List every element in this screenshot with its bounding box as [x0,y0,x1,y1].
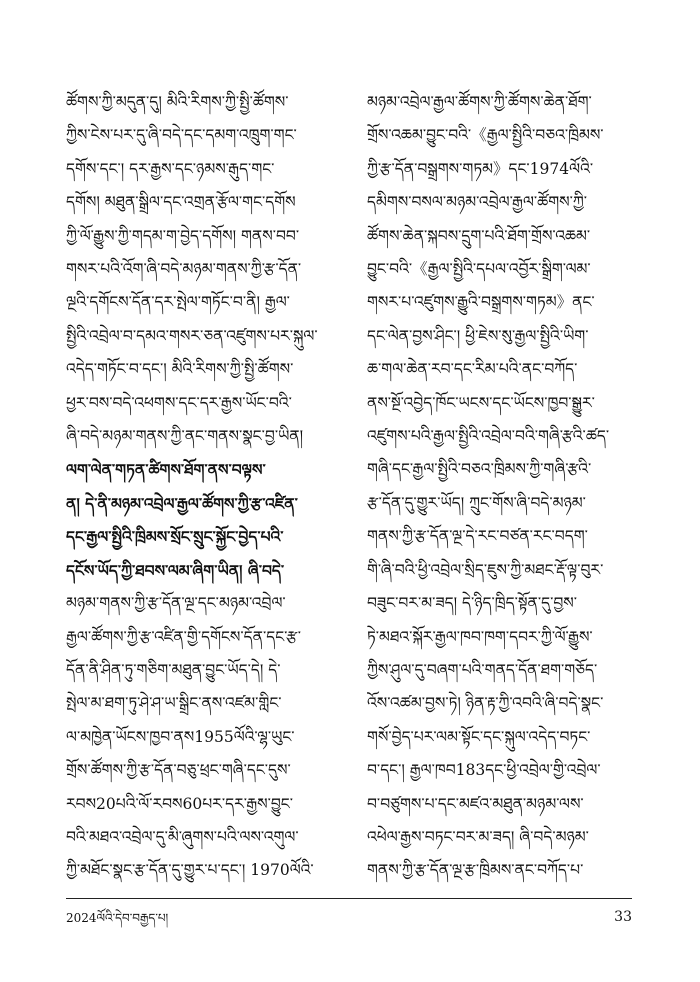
text-line: རྩ་དོན་དུ་གྱུར་ཡོད། ཀྲུང་གོས་ཞི་བདེ་མཉམ་ [367,493,586,512]
text-line: གསར་པ་འཛུགས་རྒྱུའི་བསྒྲགས་གཏམ》ནང་ [367,293,595,312]
text-line: རྒྱལ་ཚོགས་ཀྱི་རྩ་འཛིན་གྱི་དགོངས་དོན་དང་རྩ་ [66,627,302,646]
text-line: ཀྱི་མཐོང་སྣང་རྩ་དོན་དུ་གྱུར་པ་དང་། 1970ལོའི་ [66,861,314,880]
text-line: དང་ལེན་བྱས་ཤིང་། ཕྱི་ཇེས་སུ་རྒྱལ་སྤྱིའི་ཡིག་ [367,326,589,345]
text-line: བ་དང་། རྒྱལ་ཁབ183དང་ཕྱི་འབྲེལ་གྱི་འབྲེལ་ [367,761,601,780]
page-number: 33 [614,909,632,925]
footer-divider [66,898,632,899]
left-column [66,86,328,888]
text-line: ལ་མཁྱེན་ཡོངས་ཁྱབ་ནས1955ལོའི་ལྷ་ཡུང་ [66,727,295,746]
right-column [367,86,629,888]
text-line: གནས་ཀྱི་རྩ་དོན་ལྔ་དེ་རང་བཙན་རང་བདག་ [367,527,588,546]
text-line: དགོས། མཐུན་སྒྲིལ་དང་འགྲན་རྩོལ་གང་དགོས [66,193,296,212]
text-line: གྲོས་ཚོགས་ཀྱི་རྩ་དོན་བཅུ་ཕྲང་གཞི་དང་དུས་ [66,761,291,780]
text-line: འོས་འཚམ་བྱས་ཏེ། ཉིན་རྟ་ཀྱི་འབའི་ཞི་བདེ་སྣང་ [367,694,604,713]
text-line: འཕེལ་རྒྱས་བཏང་བར་མ་ཟད། ཞི་བདེ་མཉམ་ [367,827,589,846]
text-line: དོན་ནི་ཤིན་ཏུ་གཅིག་མཐུན་བྱུང་ཡོད་དེ། དེ་ [66,660,281,679]
text-line: འདེད་གཏོང་བ་དང་། མིའི་རིགས་ཀྱི་སྤྱི་ཚོགས་ [66,360,294,379]
text-line: ཀྱིས་ངེས་པར་དུ་ཞི་བདེ་དང་དམག་འཁྲུག་གང་ [66,126,297,145]
text-line: ཀྱི་ལོ་རྒྱུས་ཀྱི་གདམ་ག་བྱེད་དགོས། གནས་བབ་ [66,226,300,245]
text-line: དམིགས་བསལ་མཉམ་འབྲེལ་རྒྱལ་ཚོགས་ཀྱི་ [367,193,587,212]
bold-text-line: ན། དེ་ནི་མཉམ་འབྲེལ་རྒྱལ་ཚོགས་ཀྱི་རྩ་འཛིན་ [66,493,298,513]
text-line: བཟུང་བར་མ་ཟད། དེ་ཉིད་ཁྲིད་སྟོན་དུ་བྱས་ [367,594,578,613]
text-line: ནས་སྔོ་འབྱེད་ཁོང་ཡངས་དང་ཡོངས་ཁྱབ་སྒྱུར་ [367,393,595,412]
text-line: གནས་ཀྱི་རྩ་དོན་ལྔ་རྩ་ཁྲིམས་ནང་བཀོད་པ་ [367,861,584,880]
text-line: འཛུགས་པའི་རྒྱལ་སྤྱིའི་འབྲེལ་བའི་གཞི་རྩའི་ཚད་ [367,427,610,446]
text-line: གསོ་བྱེད་པར་ལམ་སྟོང་དང་སྐུལ་འདེད་བཏང་ [367,727,591,746]
text-line: གི་ཞི་བའི་ཕྱི་འབྲེལ་སྲིད་ཇུས་ཀྱི་མཐང་རྡོ་ལྟ་བུར་ [367,560,604,579]
footer-issue: 2024ལོའི་དེབ་བརྒྱད་པ། [66,911,169,925]
text-line: ཀྱིས་ཤུལ་དུ་བཞག་པའི་གནད་དོན་ཐག་གཅོད་ [367,660,598,679]
text-line: བའི་མཐའ་འབྲེལ་དུ་མི་ཞུགས་པའི་ལས་འགུལ་ [66,827,299,846]
text-line: གྲོས་འཆམ་བྱུང་བའི་《རྒྱལ་སྤྱིའི་བཅའ་ཁྲིམས་ [367,126,604,145]
bold-text-line: ལག་ལེན་གཏན་ཚིགས་ཐོག་ནས་བལྟས་ [66,460,266,480]
text-line: བྱུང་བའི་《རྒྱལ་སྤྱིའི་དཔལ་འབྱོར་སྒྲིག་ལམ་ [367,260,591,279]
text-line: ཆ་གལ་ཆེན་རབ་དང་རིམ་པའི་ནང་བཀོད་ [367,360,578,379]
bold-text-line: དང་རྒྱལ་སྤྱིའི་ཁྲིམས་སྲོང་སྲུང་སྐྱོང་བྱེད་པའི་ [66,527,284,547]
bold-text-line: དངོས་ཡོད་ཀྱི་ཐབས་ལམ་ཞིག་ཡིན། ཞི་བདེ་ [66,560,285,580]
text-line: ཚོགས་ཆེན་སྐབས་དྲུག་པའི་ཐོག་གྲོས་འཆམ་ [367,226,591,245]
text-line: ཏེ་མཐའ་སྐོར་རྒྱལ་ཁབ་ཁག་དབར་ཀྱི་ལོ་རྒྱུས་ [367,627,593,646]
text-line: གཞི་དང་རྒྱལ་སྤྱིའི་བཅའ་ཁྲིམས་ཀྱི་གཞི་རྩའི་ [367,460,592,479]
text-line: ལྔའི་དགོངས་དོན་དར་སྤེལ་གཏོང་བ་ནི། རྒྱལ་ [66,293,290,312]
text-line: སྤྱིའི་འབྲེལ་བ་དམའ་གསར་ཅན་འཛུགས་པར་སྐུལ་ [66,326,318,345]
text-line: སྤེལ་མ་ཐག་ཏུ་ཤེ་ཤ་ཡ་སྒྲིང་ནས་འཛམ་གླིང་ [66,694,282,713]
text-line: ཞི་བདེ་མཉམ་གནས་ཀྱི་ནང་གནས་སྣང་བྱ་ཡིན། [66,427,304,446]
text-line: རབས20པའི་ལོ་རབས60པར་དར་རྒྱས་བྱུང་ [66,794,293,813]
text-line: ཕྱར་བས་བདེ་འཕགས་དང་དར་རྒྱས་ཡོང་བའི་ [66,393,292,412]
text-line: མཉམ་གནས་ཀྱི་རྩ་དོན་ལྔ་དང་མཉམ་འབྲེལ་ [66,594,286,613]
text-line: བ་བཙུགས་པ་དང་མཛའ་མཐུན་མཉམ་ལས་ [367,794,584,813]
text-line: དགོས་དང་། དར་རྒྱས་དང་ཉམས་རྒུད་གང་ [66,159,275,178]
text-line: གསར་པའི་འོག་ཞི་བདེ་མཉམ་གནས་ཀྱི་རྩ་དོན་ [66,260,302,279]
text-line: མཉམ་འབྲེལ་རྒྱལ་ཚོགས་ཀྱི་ཚོགས་ཆེན་ཐོག་ [367,93,592,111]
text-line: ཀྱི་རྩ་དོན་བསྒྲགས་གཏམ》དང་1974ལོའི་ [367,159,594,178]
text-line: ཚོགས་ཀྱི་མདུན་དུ། མིའི་རིགས་ཀྱི་སྤྱི་ཚོགས་ [66,93,289,111]
